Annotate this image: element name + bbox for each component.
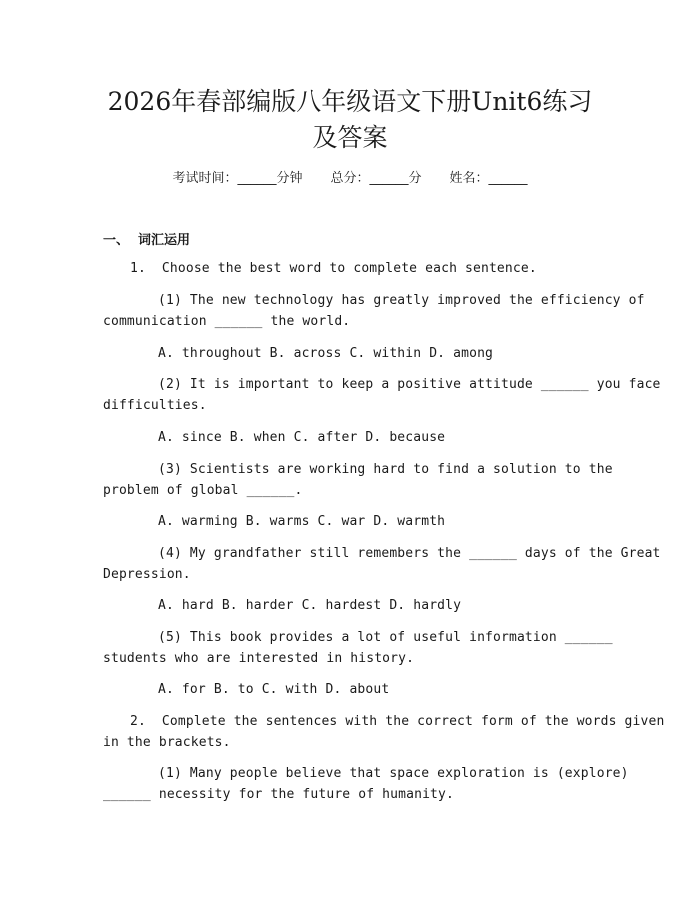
question-1-item-4-line-1: (4) My grandfather still remembers the ______ days of the Great xyxy=(158,546,661,561)
question-2-instruction-line-2: in the brackets. xyxy=(103,735,231,750)
question-1-item-5-line-1: (5) This book provides a lot of useful information ______ xyxy=(158,630,613,645)
total-score-field: 总分：______分 xyxy=(330,171,422,186)
question-1-item-2-line-2: difficulties. xyxy=(103,398,207,413)
exam-meta xyxy=(0,167,700,186)
question-2-item-1-line-1: (1) Many people believe that space exploration is (explore) xyxy=(158,766,629,781)
question-1-item-1-line-2: communication ______ the world. xyxy=(103,314,351,329)
document-title-line-1: 2026年春部编版八年级语文下册Unit6练习 xyxy=(107,87,593,116)
question-1-item-3-line-2: problem of global ______. xyxy=(103,483,303,498)
question-1-instruction: 1. Choose the best word to complete each sentence. xyxy=(130,261,537,276)
question-1-item-5-line-2: students who are interested in history. xyxy=(103,651,415,666)
question-2-instruction-line-1: 2. Complete the sentences with the correct form of the words given xyxy=(130,714,665,729)
question-1-item-1-options: A. throughout B. across C. within D. among xyxy=(158,346,494,361)
document-title-line-2: 及答案 xyxy=(312,123,388,152)
question-2-item-1-line-2: ______ necessity for the future of humanity. xyxy=(103,787,454,802)
question-1-item-4-line-2: Depression. xyxy=(103,567,191,582)
question-1-item-3-options: A. warming B. warms C. war D. warmth xyxy=(158,514,446,529)
question-1-item-2-line-1: (2) It is important to keep a positive attitude ______ you face xyxy=(158,377,661,392)
student-name-field: 姓名：______ xyxy=(449,171,528,186)
question-1-item-5-options: A. for B. to C. with D. about xyxy=(158,682,390,697)
exam-time-field: 考试时间：______分钟 xyxy=(172,171,303,186)
question-1-item-4-options: A. hard B. harder C. hardest D. hardly xyxy=(158,598,462,613)
section-heading-vocabulary: 一、 词汇运用 xyxy=(103,233,191,248)
question-1-item-2-options: A. since B. when C. after D. because xyxy=(158,430,446,445)
question-1-item-1-line-1: (1) The new technology has greatly improved the efficiency of xyxy=(158,293,645,308)
question-1-item-3-line-1: (3) Scientists are working hard to find a solution to the xyxy=(158,462,613,477)
